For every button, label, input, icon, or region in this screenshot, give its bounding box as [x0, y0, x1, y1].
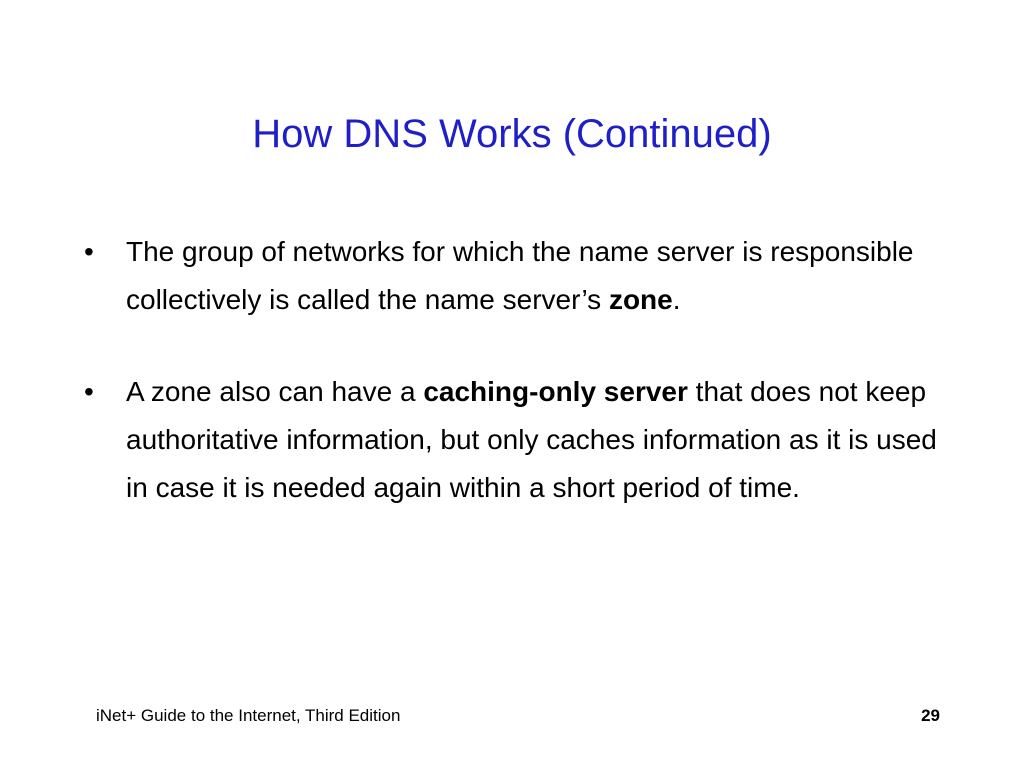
footer-book-title: iNet+ Guide to the Internet, Third Edition [96, 706, 401, 725]
bullet-marker: • [84, 236, 94, 267]
bullet-text-end: that does not keep authoritative information, but only caches information as it is used in case it is needed again within a short period of time. [126, 376, 937, 503]
bullet-marker: • [84, 376, 94, 407]
bullet-item [84, 228, 944, 324]
bullet-bold-term: zone [608, 284, 673, 315]
bullet-bold-term: caching-only server [423, 376, 688, 407]
bullet-text-end: . [672, 284, 681, 315]
bullet-item [84, 368, 944, 512]
page-number: 29 [921, 706, 940, 725]
slide-title: How DNS Works (Continued) [252, 112, 772, 156]
bullet-text: A zone also can have a [126, 376, 424, 407]
bullet-text: The group of networks for which the name server is responsible collectively is called the name server’s [126, 236, 914, 315]
bullet-list [84, 228, 944, 512]
